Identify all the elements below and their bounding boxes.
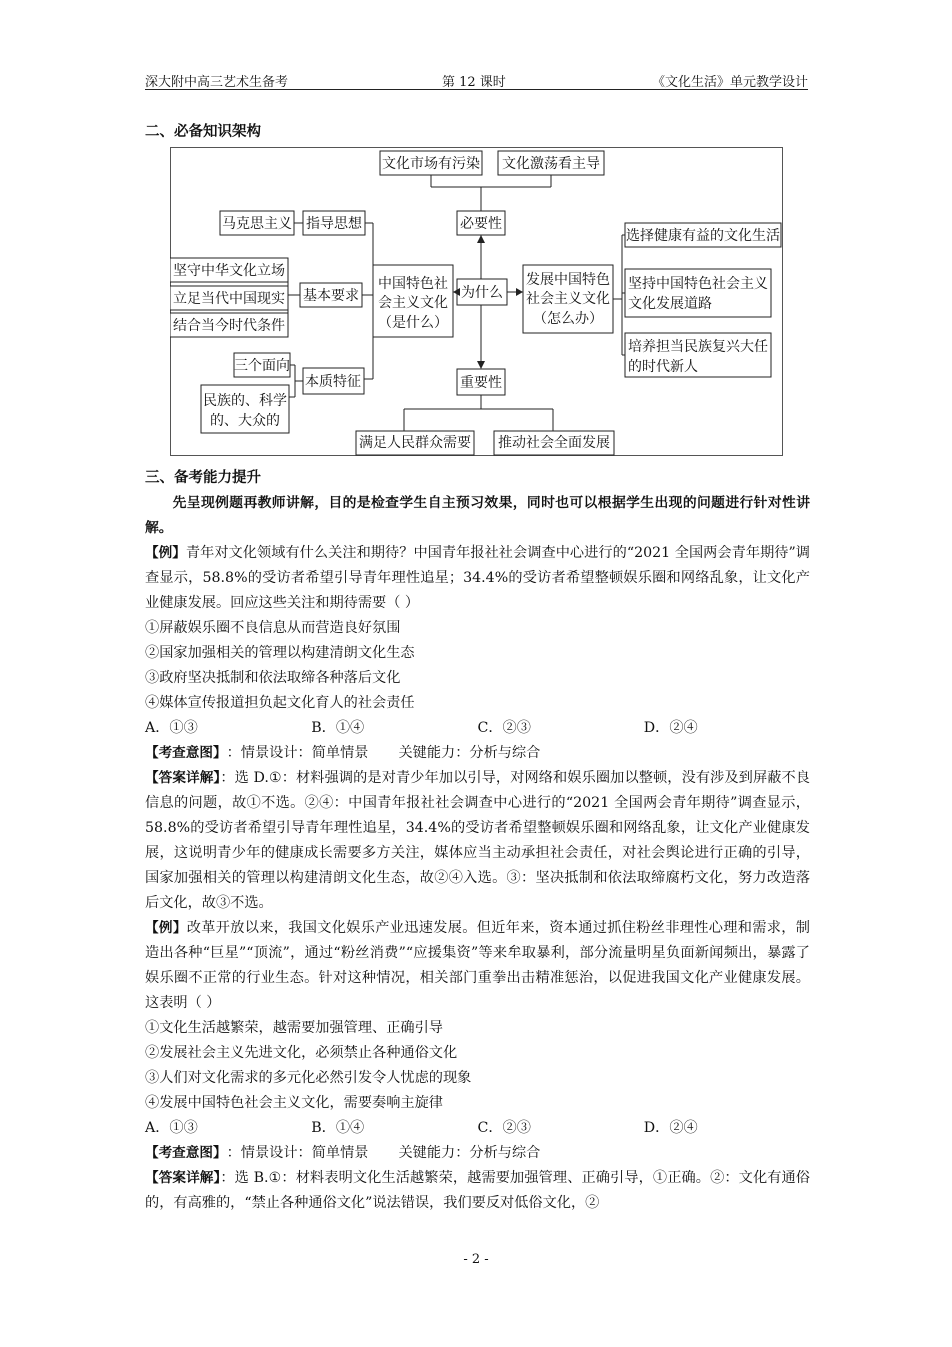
q2-intent-b: 关键能力：分析与综合 bbox=[398, 1145, 541, 1161]
text-right-c-1: 培养担当民族复兴大任 bbox=[628, 339, 768, 355]
q1-tag: 【例】 bbox=[145, 545, 186, 561]
q2-choice-c: C．②③ bbox=[477, 1120, 531, 1136]
q1-intent-b: 关键能力：分析与综合 bbox=[398, 745, 541, 761]
text-importance: 重要性 bbox=[460, 375, 502, 391]
section-3-intro: 先呈现例题再教师讲解，目的是检查学生自主预习效果，同时也可以根据学生出现的问题进行针对性讲解。 bbox=[145, 495, 810, 536]
text-center-right-1: 发展中国特色 bbox=[526, 272, 610, 288]
q1-intent-label: 【考查意图】 bbox=[145, 745, 227, 761]
q2-choice-a: A．①③ bbox=[145, 1120, 198, 1136]
text-bottom-left: 满足人民群众需要 bbox=[359, 435, 471, 451]
q2-choice-b: B．①④ bbox=[311, 1120, 365, 1136]
q1-choices bbox=[145, 716, 810, 741]
text-national-1: 民族的、科学 bbox=[203, 393, 287, 409]
q1-stem-text: 青年对文化领域有什么关注和期待？中国青年报社社会调查中心进行的“2021 全国两会青年期待”调查显示，58.8%的受访者希望引导青年理性追星；34.4%的受访者希望整顿娱乐圈和网络乱象，让文化产业健康发展。回应这些关注和期待需要（ ） bbox=[145, 545, 810, 611]
q1-choice-c: C．②③ bbox=[477, 720, 531, 736]
q2-option-1: ①文化生活越繁荣，越需要加强管理、正确引导 bbox=[145, 1020, 443, 1036]
text-basic-req: 基本要求 bbox=[303, 288, 359, 304]
q2-stem-text: 改革开放以来，我国文化娱乐产业迅速发展。但近年来，资本通过抓住粉丝非理性心理和需求，制造出各种“巨星”“顶流”，通过“粉丝消费”“应援集资”等来牟取暴利，部分流量明星负面新闻频出，暴露了娱乐圈不正常的行业生态。针对这种情况，相关部门重拳出击精准惩治，以促进我国文化产业健康发展。这表明（ ） bbox=[145, 920, 810, 1011]
text-req-3: 结合当今时代条件 bbox=[173, 318, 285, 334]
q1-choice-b: B．①④ bbox=[311, 720, 365, 736]
knowledge-diagram bbox=[170, 147, 784, 457]
q1-option-3: ③政府坚决抵制和依法取缔各种落后文化 bbox=[145, 670, 401, 686]
q2-stem bbox=[145, 916, 810, 1016]
text-req-1: 坚守中华文化立场 bbox=[173, 263, 285, 279]
q1-answer-text: ：选 D.①：材料强调的是对青少年加以引导，对网络和娱乐圈加以整顿，没有涉及到屏蔽不良信息的问题，故①不选。②④：中国青年报社社会调查中心进行的“2021 全国两会青年期待”调查显示，58.8%的受访者希望引导青年理性追星，34.4%的受访者希望整顿娱乐圈和网络乱象，让文化产业健康发展，这说明青少年的健康成长需要多方关注，媒体应当主动承担社会责任，对社会舆论进行正确的引导，国家加强相关的管理以构建清朗文化生态，故②④入选。③：坚决抵制和依法取缔腐朽文化，努力改造落后文化，故③不选。 bbox=[145, 770, 810, 911]
q1-answer-label: 【答案详解】 bbox=[145, 770, 221, 786]
text-right-b-2: 文化发展道路 bbox=[628, 296, 712, 312]
header-center: 第 12 课时 bbox=[442, 75, 506, 90]
text-center-left-3: （是什么） bbox=[378, 315, 448, 331]
text-three-faces: 三个面向 bbox=[234, 358, 290, 374]
q2-answer-label: 【答案详解】 bbox=[145, 1170, 221, 1186]
text-center-right-2: 社会主义文化 bbox=[526, 291, 610, 307]
q2-intent-a: ：情景设计：简单情景 bbox=[226, 1145, 369, 1161]
q2-option-2: ②发展社会主义先进文化，必须禁止各种通俗文化 bbox=[145, 1045, 458, 1061]
section-3-title: 三、备考能力提升 bbox=[145, 470, 261, 486]
text-national-2: 的、大众的 bbox=[210, 413, 280, 429]
text-bottom-right: 推动社会全面发展 bbox=[498, 435, 610, 451]
q1-option-1: ①屏蔽娱乐圈不良信息从而营造良好氛围 bbox=[145, 620, 401, 636]
text-right-a: 选择健康有益的文化生活 bbox=[626, 228, 780, 244]
page-header bbox=[145, 69, 808, 90]
text-req-2: 立足当代中国现实 bbox=[173, 291, 285, 307]
q1-option-2: ②国家加强相关的管理以构建清朗文化生态 bbox=[145, 645, 415, 661]
q1-answer bbox=[145, 766, 810, 916]
q2-tag: 【例】 bbox=[145, 920, 187, 936]
q1-intent-a: ：情景设计：简单情景 bbox=[226, 745, 369, 761]
q2-option-3: ③人们对文化需求的多元化必然引发令人忧虑的现象 bbox=[145, 1070, 472, 1086]
q2-intent bbox=[145, 1141, 810, 1166]
text-guiding: 指导思想 bbox=[306, 216, 362, 232]
section-2-title: 二、必备知识架构 bbox=[145, 124, 261, 140]
header-left: 深大附中高三艺术生备考 bbox=[145, 75, 289, 90]
q2-intent-label: 【考查意图】 bbox=[145, 1145, 227, 1161]
page-number: - 2 - bbox=[463, 1252, 489, 1267]
q2-choices bbox=[145, 1116, 810, 1141]
text-why: 为什么 bbox=[461, 285, 503, 301]
q2-answer bbox=[145, 1166, 810, 1216]
text-center-left-1: 中国特色社 bbox=[378, 276, 448, 292]
header-right: 《文化生活》单元教学设计 bbox=[651, 75, 808, 90]
body-text bbox=[145, 491, 810, 1216]
text-top-left: 文化市场有污染 bbox=[382, 156, 480, 172]
q1-choice-d: D．②④ bbox=[643, 720, 698, 736]
text-marxism: 马克思主义 bbox=[222, 216, 292, 232]
q1-option-4: ④媒体宣传报道担负起文化育人的社会责任 bbox=[145, 695, 415, 711]
q2-option-4: ④发展中国特色社会主义文化，需要奏响主旋律 bbox=[145, 1095, 443, 1111]
text-right-c-2: 的时代新人 bbox=[628, 359, 698, 375]
q2-choice-d: D．②④ bbox=[643, 1120, 698, 1136]
text-necessity: 必要性 bbox=[460, 216, 502, 232]
text-essence: 本质特征 bbox=[305, 374, 361, 390]
q1-stem bbox=[145, 541, 810, 616]
q2-answer-text: ：选 B.①：材料表明文化生活越繁荣，越需要加强管理、正确引导，①正确。②：文化有通俗的，有高雅的，“禁止各种通俗文化”说法错误，我们要反对低俗文化，② bbox=[145, 1170, 810, 1211]
text-center-left-2: 会主义文化 bbox=[378, 295, 448, 311]
text-center-right-3: （怎么办） bbox=[533, 311, 603, 327]
text-top-right: 文化激荡看主导 bbox=[502, 156, 600, 172]
q1-intent bbox=[145, 741, 810, 766]
text-right-b-1: 坚持中国特色社会主义 bbox=[628, 276, 768, 292]
q1-choice-a: A．①③ bbox=[145, 720, 198, 736]
